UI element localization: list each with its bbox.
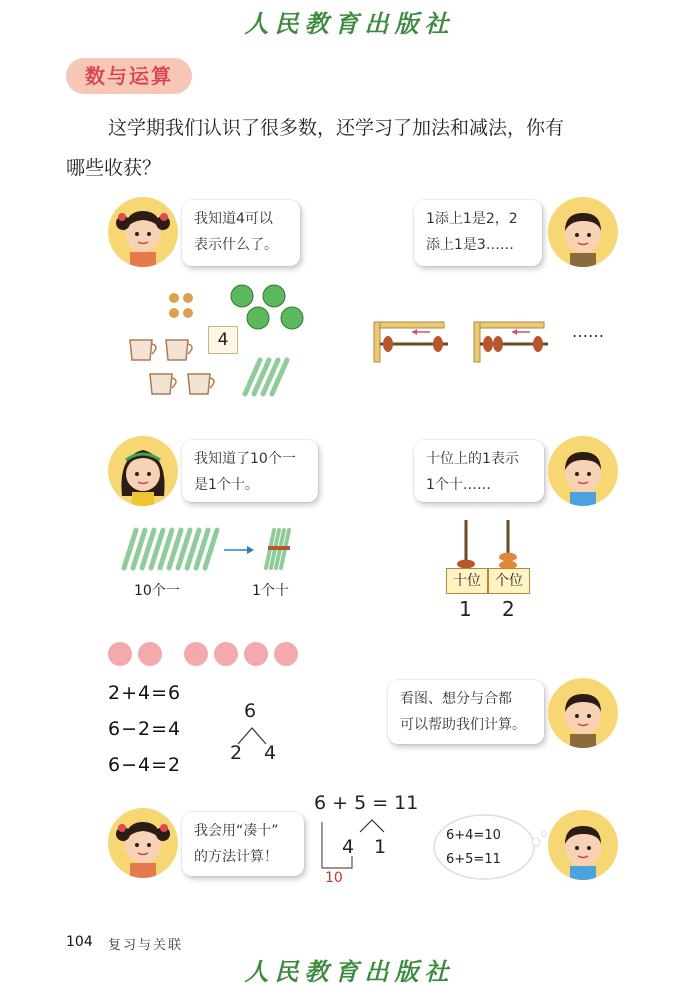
boy-avatar — [548, 197, 618, 267]
bubble-line: 是1个十。 — [194, 477, 259, 493]
ones-digit: 2 — [502, 597, 515, 621]
intro-line-2: 哪些收获？ — [66, 157, 162, 179]
tens-place-label: 十位 — [446, 568, 488, 594]
pink-dot — [138, 642, 162, 666]
abacus-icon — [374, 322, 448, 362]
chapter-label: 复习与关联 — [108, 938, 184, 953]
boy-avatar — [548, 436, 618, 506]
thought-line: 6+4=10 — [446, 828, 501, 843]
abacus-icon — [474, 322, 548, 362]
dots-icon — [169, 293, 193, 318]
ones-place-label: 个位 — [488, 568, 530, 594]
sticks-bundle-illustration — [116, 524, 306, 574]
page-number: 104 — [66, 934, 93, 950]
thought-text — [446, 824, 501, 872]
equation: 6−2=4 — [108, 718, 182, 740]
boy-face-icon — [548, 678, 618, 748]
pink-dot — [184, 642, 208, 666]
bubble-line: 我知道了10个一 — [194, 451, 296, 467]
speech-bubble — [182, 200, 300, 266]
cups-icon — [130, 340, 214, 394]
bubble-line: 我知道4可以 — [194, 211, 273, 227]
one-ten-label: 1个十 — [252, 583, 289, 599]
boy-avatar — [548, 810, 618, 880]
ten-ones-label: 10个一 — [134, 583, 180, 599]
equation: 6−4=2 — [108, 754, 182, 776]
speech-bubble — [388, 680, 544, 744]
pink-dot — [214, 642, 238, 666]
intro-line-1: 这学期我们认识了很多数，还学习了加法和减法，你有 — [108, 117, 565, 139]
speech-bubble — [182, 440, 318, 502]
girl-face-icon — [108, 808, 178, 878]
arrow-right-icon — [224, 546, 254, 554]
bubble-line: 十位上的1表示 — [426, 451, 519, 467]
boy-face-icon — [548, 810, 618, 880]
bubble-line: 表示什么了。 — [194, 237, 278, 253]
boy-avatar — [548, 678, 618, 748]
make-ten-split-left: 4 — [342, 836, 355, 858]
girl-avatar — [108, 808, 178, 878]
girl-face-icon — [108, 197, 178, 267]
decomposition-whole: 6 — [244, 700, 257, 722]
pink-dot — [244, 642, 268, 666]
publisher-logo: 人民教育出版社 — [244, 957, 455, 986]
section-tag: 数与运算 — [66, 58, 192, 94]
speech-bubble — [414, 440, 544, 502]
make-ten-split-right: 1 — [374, 836, 387, 858]
decomposition-right: 4 — [264, 742, 277, 764]
ellipsis-text: …… — [572, 322, 604, 341]
make-ten-sum: 10 — [325, 870, 343, 886]
abacus-counting-illustration — [368, 318, 558, 366]
bubble-line: 我会用“凑十” — [194, 823, 279, 839]
pink-dot — [274, 642, 298, 666]
place-value-abacus-icon — [444, 516, 534, 572]
bubble-line: 添上1是3…… — [426, 237, 514, 253]
ten-sticks-icon — [124, 530, 217, 568]
speech-bubble — [182, 812, 304, 876]
make-ten-equation: 6 + 5 = 11 — [314, 792, 419, 814]
sticks-icon — [245, 360, 287, 394]
girl-face-icon — [108, 436, 178, 506]
bubble-line: 看图、想分与合都 — [400, 691, 512, 707]
girl-avatar — [108, 436, 178, 506]
publisher-logo: 人民教育出版社 — [244, 9, 455, 38]
bubble-line: 的方法计算！ — [194, 849, 278, 865]
bubble-line: 1添上1是2，2 — [426, 211, 518, 227]
stick-bundle-icon — [266, 530, 290, 568]
thought-line: 6+5=11 — [446, 852, 501, 867]
girl-avatar — [108, 197, 178, 267]
speech-bubble — [414, 200, 542, 266]
tens-digit: 1 — [459, 597, 472, 621]
pink-dot — [108, 642, 132, 666]
apples-icon — [231, 285, 303, 329]
boy-face-icon — [548, 197, 618, 267]
bubble-line: 1个十…… — [426, 477, 491, 493]
bubble-line: 可以帮助我们计算。 — [400, 717, 526, 733]
decomposition-left: 2 — [230, 742, 243, 764]
number-card: 4 — [208, 326, 238, 354]
equation: 2+4=6 — [108, 682, 182, 704]
boy-face-icon — [548, 436, 618, 506]
